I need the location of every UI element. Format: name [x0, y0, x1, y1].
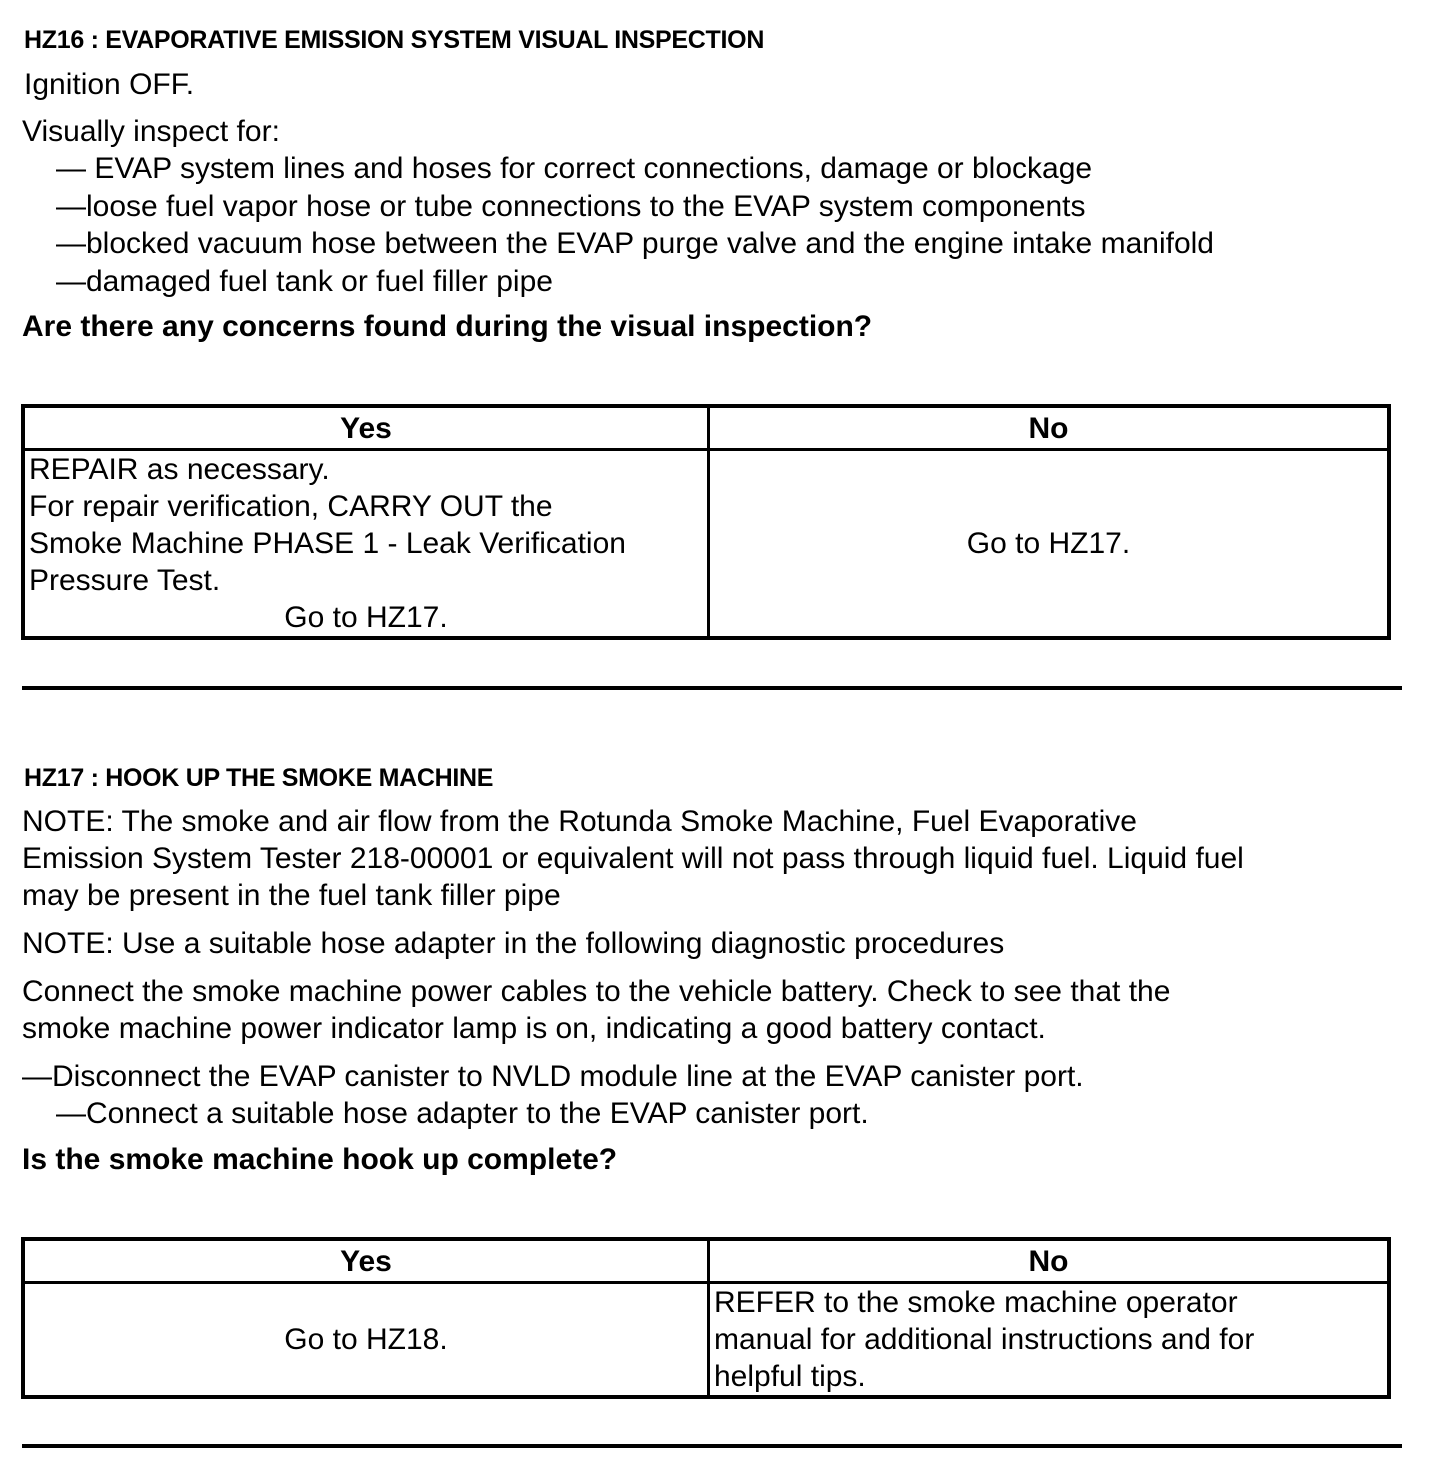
hz17-decision-table — [21, 1237, 1391, 1399]
yes-line: For repair verification, CARRY OUT the — [29, 490, 553, 523]
hz16-bullet: — EVAP system lines and hoses for correct connections, damage or blockage — [56, 152, 1093, 185]
hz16-ignition-text: Ignition OFF. — [24, 68, 195, 101]
hz17-step: —Connect a suitable hose adapter to the EVAP canister port. — [56, 1097, 869, 1130]
hz17-heading: HZ17 : HOOK UP THE SMOKE MACHINE — [24, 764, 494, 792]
hz17-connect-line: Connect the smoke machine power cables to the vehicle battery. Check to see that the — [22, 975, 1171, 1008]
section-divider — [22, 1444, 1402, 1448]
hz16-bullet: —damaged fuel tank or fuel filler pipe — [56, 265, 553, 298]
no-cell-goto-hz17[interactable]: Go to HZ17. — [709, 450, 1390, 639]
hz16-bullet: —blocked vacuum hose between the EVAP purge valve and the engine intake manifold — [56, 227, 1214, 260]
hz17-note1-line: Emission System Tester 218-00001 or equivalent will not pass through liquid fuel. Liquid fuel — [22, 842, 1244, 875]
hz16-inspect-intro: Visually inspect for: — [22, 115, 280, 148]
hz16-question: Are there any concerns found during the visual inspection? — [22, 310, 873, 343]
hz16-bullet: —loose fuel vapor hose or tube connections to the EVAP system components — [56, 190, 1086, 223]
yes-line: Pressure Test. — [29, 564, 221, 597]
no-header: No — [709, 406, 1390, 450]
no-cell — [709, 1283, 1390, 1398]
no-line: manual for additional instructions and for — [714, 1323, 1255, 1356]
yes-header: Yes — [23, 406, 709, 450]
yes-header: Yes — [23, 1239, 709, 1283]
hz16-decision-table — [21, 404, 1391, 640]
section-divider — [22, 686, 1402, 690]
hz17-note1-line: NOTE: The smoke and air flow from the Rotunda Smoke Machine, Fuel Evaporative — [22, 805, 1137, 838]
hz17-question: Is the smoke machine hook up complete? — [22, 1143, 618, 1176]
goto-hz17-link[interactable]: Go to HZ17. — [284, 601, 448, 634]
yes-cell-goto-hz18[interactable]: Go to HZ18. — [23, 1283, 709, 1398]
hz17-note2: NOTE: Use a suitable hose adapter in the following diagnostic procedures — [22, 927, 1005, 960]
yes-line: REPAIR as necessary. — [29, 453, 330, 486]
hz17-step: —Disconnect the EVAP canister to NVLD module line at the EVAP canister port. — [22, 1060, 1084, 1093]
no-line: REFER to the smoke machine operator — [714, 1286, 1238, 1319]
hz17-connect-line: smoke machine power indicator lamp is on, indicating a good battery contact. — [22, 1012, 1046, 1045]
hz17-note1-line: may be present in the fuel tank filler pipe — [22, 879, 561, 912]
no-line: helpful tips. — [714, 1360, 866, 1393]
hz16-heading: HZ16 : EVAPORATIVE EMISSION SYSTEM VISUAL INSPECTION — [24, 26, 765, 54]
no-header: No — [709, 1239, 1390, 1283]
yes-line: Smoke Machine PHASE 1 - Leak Verification — [29, 527, 626, 560]
yes-cell — [23, 450, 709, 639]
